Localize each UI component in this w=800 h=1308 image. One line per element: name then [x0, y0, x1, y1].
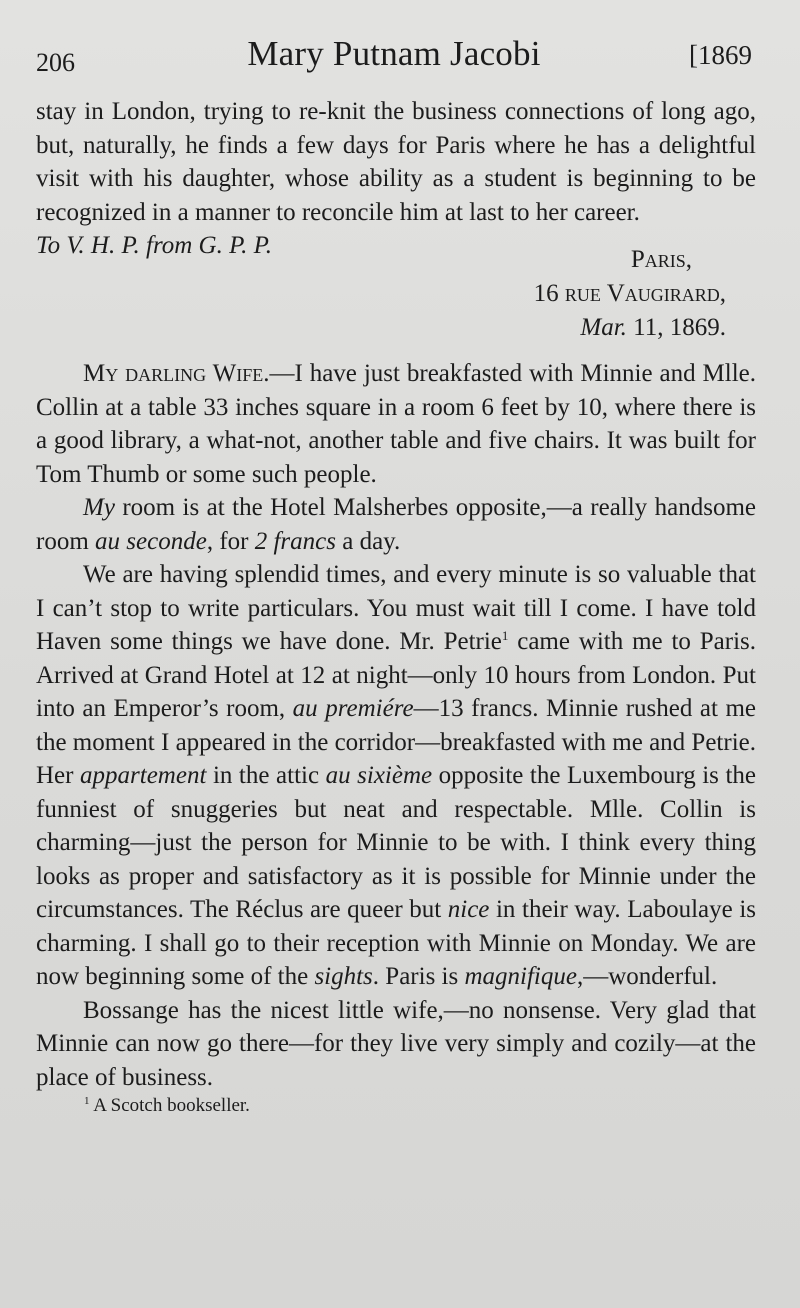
running-year: [1869 [689, 40, 752, 70]
body-text: We are having splendid times, and every minute is so valuable that I can’t stop to write particulars. You must wait till I come. I have told Haven some things we have done. Mr. Petrie [36, 561, 756, 655]
body-text: a day. [335, 527, 401, 555]
emphasis-text: appartement [80, 762, 207, 789]
body-text: room is at the Hotel Malsherbes opposite,—a really handsome room [36, 494, 756, 555]
footnote-text: A Scotch bookseller. [89, 1095, 250, 1116]
emphasis-text: au sixième [325, 762, 433, 789]
emphasis-text: magnifique [464, 963, 577, 990]
page-number: 206 [36, 48, 75, 77]
emphasis-text: au premiére [292, 695, 414, 722]
letter-paragraph-2 [36, 491, 756, 558]
letter-date-month: Mar. [580, 314, 627, 341]
emphasis-text: au seconde [95, 527, 207, 555]
letter-addressee: To V. H. P. from G. P. P. [36, 232, 272, 259]
letter-date [580, 311, 726, 345]
letter-paragraph-4: Bossange has the nicest little wife,—no nonsense. Very glad that Minnie can now go there—for they live very simply and cozily—at the place of business. [36, 996, 756, 1091]
letter-salutation: My darling Wife. [83, 360, 270, 387]
footnote [36, 1094, 756, 1118]
body-text: came with me to Paris. Arrived at Grand Hotel at 12 at night—only 10 hours from London. Put into an Emperor’s room, [36, 628, 756, 722]
body-text: . Paris is [372, 963, 465, 990]
letter-heading [36, 229, 756, 357]
emphasis-text: My [83, 494, 115, 521]
letter-paragraph-1 [36, 357, 756, 491]
letter-date-rest: 11, 1869. [626, 314, 726, 341]
letter-paragraph-1-text: —I have just breakfasted with Minnie and Mlle. Collin at a table 33 inches square in a room 6 feet by 10, where there is a good library, a what-not, another table and five chairs. It was built for Tom Thumb or some such people. [36, 360, 756, 488]
body-text: in their way. Laboulaye is charming. I shall go to their reception with Minnie on Monday. We are now beginning some of the [36, 896, 757, 990]
emphasis-text: 2 francs [254, 527, 336, 555]
intro-paragraph: stay in London, trying to re-knit the business connections of long ago, but, naturally, he finds a few days for Paris where he has a delightful visit with his daughter, whose ability as a student is beginning to be recognized in a manner to reconcile him at last to her career. [36, 98, 756, 226]
page-body [36, 95, 756, 1118]
body-text: opposite the Luxembourg is the funniest of snuggeries but neat and respectable. Mlle. Collin is charming—just the person for Minnie to be with. I think every thing looks as proper and satisfactory as it is possible for Minnie under the circumstances. The Réclus are queer but [36, 762, 757, 923]
letter-paragraph-3 [36, 558, 756, 994]
running-header [36, 34, 752, 82]
footnote-mark: 1 [84, 1095, 90, 1107]
body-text: , for [206, 527, 255, 555]
body-text: —13 francs. Minnie rushed at me the moment I appeared in the corridor—breakfasted with me and Petrie. Her [36, 695, 756, 789]
body-text: in the attic [206, 762, 326, 789]
letter-place: Paris, [630, 246, 692, 273]
letter-street-address: 16 rue Vaugirard, [533, 280, 726, 307]
body-text: ,—wonderful. [576, 963, 718, 990]
emphasis-text: sights [314, 963, 373, 990]
running-title: Mary Putnam Jacobi [247, 34, 541, 73]
footnote-reference: 1 [501, 628, 509, 643]
emphasis-text: nice [447, 896, 490, 923]
